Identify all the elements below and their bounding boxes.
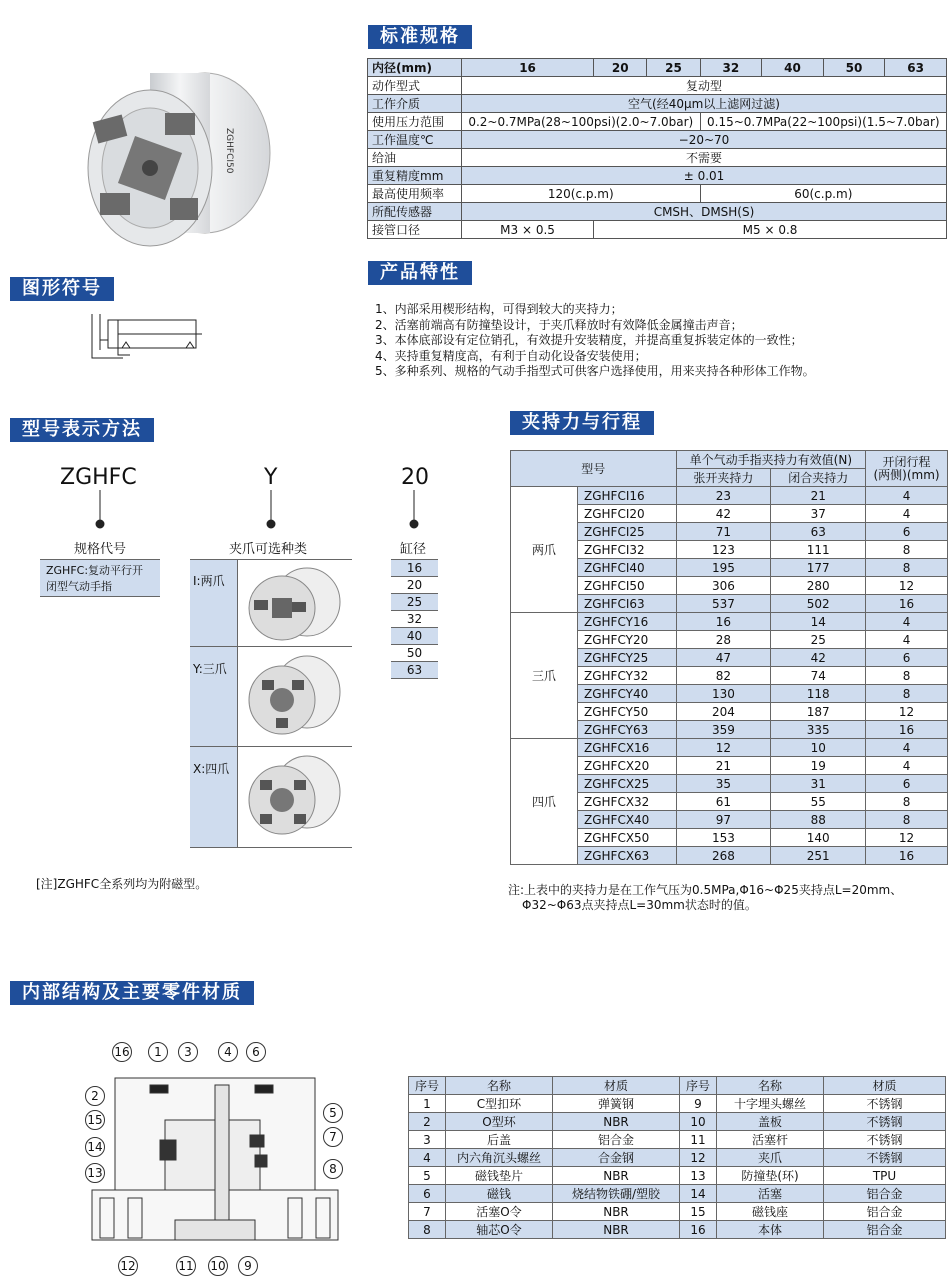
grip-value: 37 — [771, 505, 866, 523]
grip-model: ZGHFCY25 — [578, 649, 677, 667]
grip-model: ZGHFCX16 — [578, 739, 677, 757]
grip-value: 97 — [676, 811, 771, 829]
spec-row-label: 工作介质 — [368, 95, 462, 113]
parts-cell: 磁钱 — [446, 1185, 553, 1203]
grip-value: 204 — [676, 703, 771, 721]
spec-code-desc-line: 闭型气动手指 — [46, 580, 112, 593]
callout-number: 9 — [238, 1256, 258, 1276]
grip-value: 153 — [676, 829, 771, 847]
parts-cell: 不锈钢 — [824, 1095, 946, 1113]
bore-col: 32 — [700, 59, 762, 77]
grip-model: ZGHFCX20 — [578, 757, 677, 775]
grip-value: 4 — [866, 739, 948, 757]
table-row — [409, 1221, 946, 1239]
grip-value: 502 — [771, 595, 866, 613]
bore-item: 63 — [391, 661, 438, 678]
callout-number: 5 — [323, 1103, 343, 1123]
bore-col: 20 — [594, 59, 647, 77]
grip-value: 6 — [866, 649, 948, 667]
grip-model: ZGHFCY40 — [578, 685, 677, 703]
parts-cell: 不锈钢 — [824, 1131, 946, 1149]
table-row — [409, 1185, 946, 1203]
feature-item: 2、活塞前端高有防撞垫设计，于夹爪释放时有效降低金属撞击声音； — [375, 317, 743, 332]
parts-header: 序号 — [409, 1077, 446, 1095]
grip-model: ZGHFCX50 — [578, 829, 677, 847]
grip-value: 123 — [676, 541, 771, 559]
callout-number: 4 — [218, 1042, 238, 1062]
bore-col: 16 — [462, 59, 594, 77]
grip-header-open: 张开夹持力 — [676, 469, 771, 487]
parts-cell: 内六角沉头螺丝 — [446, 1149, 553, 1167]
spec-value: CMSH、DMSH(S) — [462, 203, 947, 221]
parts-cell: TPU — [824, 1167, 946, 1185]
grip-value: 8 — [866, 541, 948, 559]
grip-model: ZGHFCI25 — [578, 523, 677, 541]
table-row — [511, 613, 948, 631]
parts-cell: 2 — [409, 1113, 446, 1131]
parts-cell: 铝合金 — [553, 1131, 680, 1149]
grip-header-model: 型号 — [511, 451, 677, 487]
parts-table — [408, 1076, 946, 1239]
model-label-spec: 规格代号 — [74, 542, 127, 557]
bore-item: 20 — [391, 576, 438, 593]
grip-value: 4 — [866, 631, 948, 649]
spec-section-title: 标准规格 — [368, 25, 472, 49]
spec-value: ± 0.01 — [462, 167, 947, 185]
parts-cell: 轴芯O令 — [446, 1221, 553, 1239]
model-code-part3: 20 — [401, 465, 429, 490]
grip-model: ZGHFCX63 — [578, 847, 677, 865]
bore-col: 40 — [762, 59, 824, 77]
parts-cell: C型扣环 — [446, 1095, 553, 1113]
spec-row-label: 动作型式 — [368, 77, 462, 95]
spec-value: 复动型 — [462, 77, 947, 95]
bore-item: 32 — [391, 610, 438, 627]
photo-label: ZGHFCI50 — [224, 128, 234, 174]
grip-group-name: 三爪 — [511, 613, 578, 739]
parts-cell: 烧结物铁硼/塑胶 — [553, 1185, 680, 1203]
parts-cell: 本体 — [717, 1221, 824, 1239]
grip-value: 88 — [771, 811, 866, 829]
table-row — [409, 1167, 946, 1185]
grip-value: 21 — [771, 487, 866, 505]
jaw-type-column — [190, 560, 238, 847]
spec-value: 不需要 — [462, 149, 947, 167]
table-row — [511, 487, 948, 505]
grip-model: ZGHFCY50 — [578, 703, 677, 721]
grip-model: ZGHFCX25 — [578, 775, 677, 793]
bore-col: 25 — [647, 59, 700, 77]
grip-model: ZGHFCY63 — [578, 721, 677, 739]
jaw-type-three: Y:三爪 — [193, 662, 227, 676]
product-photo — [55, 58, 285, 258]
grip-section-title: 夹持力与行程 — [510, 411, 654, 435]
grip-value: 12 — [866, 829, 948, 847]
grip-value: 280 — [771, 577, 866, 595]
callout-number: 16 — [112, 1042, 132, 1062]
grip-value: 12 — [676, 739, 771, 757]
grip-header-close: 闭合夹持力 — [771, 469, 866, 487]
parts-cell: 活塞杆 — [717, 1131, 824, 1149]
grip-model: ZGHFCI63 — [578, 595, 677, 613]
grip-header-stroke-line: 开闭行程 — [882, 454, 931, 469]
spec-header-label: 内径(mm) — [368, 59, 462, 77]
parts-cell: 防撞垫(环) — [717, 1167, 824, 1185]
grip-model: ZGHFCI50 — [578, 577, 677, 595]
parts-cell: 夹爪 — [717, 1149, 824, 1167]
grip-model: ZGHFCX40 — [578, 811, 677, 829]
grip-value: 111 — [771, 541, 866, 559]
grip-value: 19 — [771, 757, 866, 775]
spec-row-label: 给油 — [368, 149, 462, 167]
parts-cell: 12 — [680, 1149, 717, 1167]
grip-model: ZGHFCI16 — [578, 487, 677, 505]
grip-value: 47 — [676, 649, 771, 667]
spec-row-label: 重复精度mm — [368, 167, 462, 185]
parts-cell: 磁钱垫片 — [446, 1167, 553, 1185]
grip-value: 61 — [676, 793, 771, 811]
grip-value: 187 — [771, 703, 866, 721]
parts-cell: O型环 — [446, 1113, 553, 1131]
callout-number: 12 — [118, 1256, 138, 1276]
parts-cell: 4 — [409, 1149, 446, 1167]
spec-value: −20~70 — [462, 131, 947, 149]
grip-value: 10 — [771, 739, 866, 757]
spec-code-desc — [40, 559, 160, 597]
parts-cell: NBR — [553, 1203, 680, 1221]
grip-value: 130 — [676, 685, 771, 703]
grip-value: 4 — [866, 613, 948, 631]
parts-cell: 磁钱座 — [717, 1203, 824, 1221]
grip-note-line: 注:上表中的夹持力是在工作气压为0.5MPa,Φ16~Φ25夹持点L=20mm、 — [508, 883, 903, 897]
callout-number: 1 — [148, 1042, 168, 1062]
parts-cell: 11 — [680, 1131, 717, 1149]
parts-cell: NBR — [553, 1113, 680, 1131]
jaw-type-box — [190, 559, 352, 848]
feature-item: 3、本体底部设有定位销孔，有效提升安装精度，并提高重复拆装定体的一致性； — [375, 333, 803, 347]
spec-row-label: 使用压力范围 — [368, 113, 462, 131]
feature-item: 1、内部采用楔形结构，可得到较大的夹持力； — [375, 302, 623, 316]
grip-model: ZGHFCY32 — [578, 667, 677, 685]
grip-value: 42 — [771, 649, 866, 667]
parts-cell: 6 — [409, 1185, 446, 1203]
grip-model: ZGHFCY20 — [578, 631, 677, 649]
spec-value: 60(c.p.m) — [700, 185, 946, 203]
parts-header: 材质 — [553, 1077, 680, 1095]
spec-value: M5 × 0.8 — [594, 221, 947, 239]
spec-row-label: 工作温度℃ — [368, 131, 462, 149]
grip-value: 28 — [676, 631, 771, 649]
pneumatic-symbol — [78, 310, 208, 370]
model-code-part1: ZGHFC — [60, 465, 137, 490]
spec-value: 0.2~0.7MPa(28~100psi)(2.0~7.0bar) — [462, 113, 701, 131]
grip-model: ZGHFCI32 — [578, 541, 677, 559]
spec-table — [367, 58, 947, 239]
callout-number: 15 — [85, 1110, 105, 1130]
parts-cell: 不锈钢 — [824, 1113, 946, 1131]
grip-value: 268 — [676, 847, 771, 865]
table-row — [409, 1113, 946, 1131]
parts-cell: 16 — [680, 1221, 717, 1239]
grip-value: 12 — [866, 577, 948, 595]
callout-number: 3 — [178, 1042, 198, 1062]
spec-value: M3 × 0.5 — [462, 221, 594, 239]
features-section-title: 产品特性 — [368, 261, 472, 285]
table-row — [409, 1131, 946, 1149]
grip-header-stroke-line: (两侧)(mm) — [873, 467, 940, 482]
bore-col: 50 — [823, 59, 885, 77]
features-list — [375, 302, 815, 380]
parts-header: 材质 — [824, 1077, 946, 1095]
parts-cell: 14 — [680, 1185, 717, 1203]
parts-header: 序号 — [680, 1077, 717, 1095]
callout-number: 10 — [208, 1256, 228, 1276]
grip-value: 14 — [771, 613, 866, 631]
spec-value: 120(c.p.m) — [462, 185, 701, 203]
parts-cell: 13 — [680, 1167, 717, 1185]
grip-value: 8 — [866, 685, 948, 703]
symbol-section-title: 图形符号 — [10, 277, 114, 301]
grip-value: 6 — [866, 775, 948, 793]
bore-item: 16 — [391, 559, 438, 576]
grip-value: 55 — [771, 793, 866, 811]
parts-cell: 合金钢 — [553, 1149, 680, 1167]
spec-row-label: 所配传感器 — [368, 203, 462, 221]
grip-value: 195 — [676, 559, 771, 577]
spec-row-label: 最高使用频率 — [368, 185, 462, 203]
jaw-type-two: I:两爪 — [193, 574, 225, 588]
divider — [190, 746, 352, 747]
grip-model: ZGHFCX32 — [578, 793, 677, 811]
grip-value: 35 — [676, 775, 771, 793]
grip-value: 359 — [676, 721, 771, 739]
grip-value: 140 — [771, 829, 866, 847]
grip-value: 82 — [676, 667, 771, 685]
grip-value: 177 — [771, 559, 866, 577]
four-jaw-image — [242, 752, 342, 840]
parts-cell: NBR — [553, 1167, 680, 1185]
parts-header: 名称 — [717, 1077, 824, 1095]
grip-value: 537 — [676, 595, 771, 613]
grip-value: 251 — [771, 847, 866, 865]
parts-cell: 铝合金 — [824, 1203, 946, 1221]
grip-value: 12 — [866, 703, 948, 721]
table-row — [409, 1095, 946, 1113]
spec-row-label: 接管口径 — [368, 221, 462, 239]
model-code-part2: Y — [264, 465, 278, 490]
grip-value: 31 — [771, 775, 866, 793]
grip-value: 21 — [676, 757, 771, 775]
parts-header: 名称 — [446, 1077, 553, 1095]
bore-list — [391, 559, 438, 679]
parts-cell: 活塞O令 — [446, 1203, 553, 1221]
callout-number: 13 — [85, 1163, 105, 1183]
internal-section-title: 内部结构及主要零件材质 — [10, 981, 254, 1005]
spec-code-desc-line: ZGHFC:复动平行开 — [46, 564, 144, 577]
grip-value: 335 — [771, 721, 866, 739]
grip-group-name: 四爪 — [511, 739, 578, 865]
grip-value: 23 — [676, 487, 771, 505]
model-label-bore: 缸径 — [400, 542, 427, 557]
callout-number: 11 — [176, 1256, 196, 1276]
grip-value: 16 — [866, 595, 948, 613]
callout-number: 7 — [323, 1127, 343, 1147]
callout-number: 2 — [85, 1086, 105, 1106]
grip-value: 6 — [866, 523, 948, 541]
grip-table — [510, 450, 948, 865]
parts-cell: 十字埋头螺丝 — [717, 1095, 824, 1113]
parts-cell: 1 — [409, 1095, 446, 1113]
model-code-section-title: 型号表示方法 — [10, 418, 154, 442]
model-code-note: [注]ZGHFC全系列均为附磁型。 — [36, 877, 208, 891]
grip-value: 42 — [676, 505, 771, 523]
parts-cell: 3 — [409, 1131, 446, 1149]
parts-cell: 9 — [680, 1095, 717, 1113]
grip-value: 63 — [771, 523, 866, 541]
parts-cell: 7 — [409, 1203, 446, 1221]
model-code-connectors — [0, 490, 450, 540]
table-row — [409, 1203, 946, 1221]
grip-value: 16 — [866, 721, 948, 739]
grip-value: 4 — [866, 757, 948, 775]
two-jaw-image — [242, 564, 342, 642]
grip-value: 8 — [866, 793, 948, 811]
internal-diagram — [80, 1040, 350, 1276]
grip-model: ZGHFCY16 — [578, 613, 677, 631]
bore-item: 50 — [391, 644, 438, 661]
parts-cell: 后盖 — [446, 1131, 553, 1149]
bore-item: 40 — [391, 627, 438, 644]
parts-cell: 铝合金 — [824, 1185, 946, 1203]
bore-col: 63 — [885, 59, 947, 77]
spec-value: 空气(经40μm以上滤网过滤) — [462, 95, 947, 113]
table-row — [409, 1149, 946, 1167]
grip-value: 118 — [771, 685, 866, 703]
grip-group-name: 两爪 — [511, 487, 578, 613]
parts-cell: 10 — [680, 1113, 717, 1131]
parts-cell: 活塞 — [717, 1185, 824, 1203]
grip-value: 25 — [771, 631, 866, 649]
parts-cell: NBR — [553, 1221, 680, 1239]
grip-value: 16 — [866, 847, 948, 865]
feature-item: 4、夹持重复精度高，有利于自动化设备安装使用； — [375, 348, 647, 363]
grip-value: 8 — [866, 667, 948, 685]
parts-cell: 铝合金 — [824, 1221, 946, 1239]
feature-item: 5、多种系列、规格的气动手指型式可供客户选择使用，用来夹持各种形体工作物。 — [375, 364, 815, 378]
grip-value: 71 — [676, 523, 771, 541]
grip-model: ZGHFCI40 — [578, 559, 677, 577]
grip-note — [508, 883, 902, 913]
grip-value: 306 — [676, 577, 771, 595]
jaw-type-four: X:四爪 — [193, 762, 230, 776]
parts-cell: 15 — [680, 1203, 717, 1221]
grip-note-line: Φ32~Φ63点夹持点L=30mm状态时的值。 — [522, 898, 757, 912]
model-label-jaw: 夹爪可选种类 — [229, 542, 308, 557]
parts-cell: 5 — [409, 1167, 446, 1185]
callout-number: 6 — [246, 1042, 266, 1062]
grip-value: 16 — [676, 613, 771, 631]
grip-value: 8 — [866, 559, 948, 577]
grip-header-stroke — [866, 451, 948, 487]
callout-number: 14 — [85, 1137, 105, 1157]
parts-cell: 盖板 — [717, 1113, 824, 1131]
divider — [190, 646, 352, 647]
table-row — [511, 739, 948, 757]
grip-value: 4 — [866, 487, 948, 505]
three-jaw-image — [242, 652, 342, 740]
bore-item: 25 — [391, 593, 438, 610]
parts-cell: 弹簧钢 — [553, 1095, 680, 1113]
parts-cell: 不锈钢 — [824, 1149, 946, 1167]
grip-value: 4 — [866, 505, 948, 523]
grip-value: 8 — [866, 811, 948, 829]
spec-value: 0.15~0.7MPa(22~100psi)(1.5~7.0bar) — [700, 113, 946, 131]
grip-model: ZGHFCI20 — [578, 505, 677, 523]
grip-value: 74 — [771, 667, 866, 685]
grip-header-force: 单个气动手指夹持力有效值(N) — [676, 451, 866, 469]
callout-number: 8 — [323, 1159, 343, 1179]
parts-cell: 8 — [409, 1221, 446, 1239]
